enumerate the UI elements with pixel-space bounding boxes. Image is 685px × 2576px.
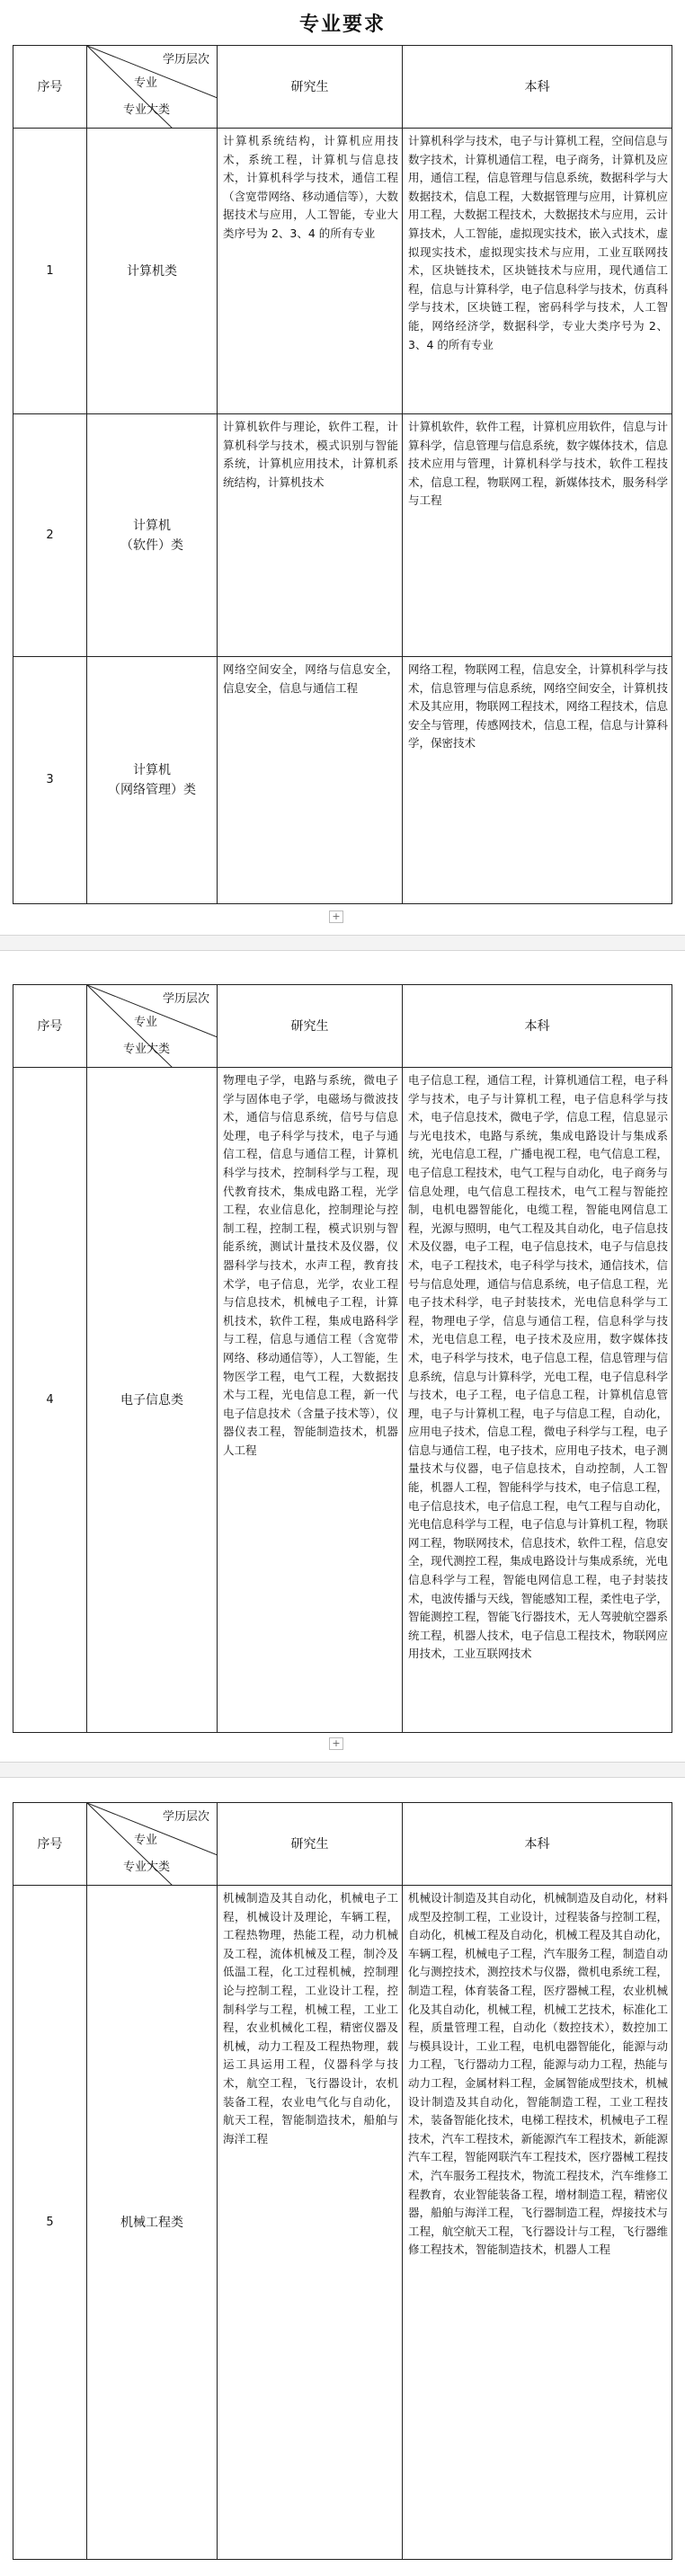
diag-label-degree: 学历层次 bbox=[162, 1810, 209, 1824]
row-graduate: 网络空间安全，网络与信息安全，信息安全，信息与通信工程 bbox=[218, 657, 403, 904]
row-category: 计算机 （软件）类 bbox=[87, 414, 218, 657]
header-no: 序号 bbox=[13, 985, 87, 1068]
header-graduate: 研究生 bbox=[218, 1803, 403, 1886]
table-row bbox=[13, 657, 672, 904]
row-no: 1 bbox=[13, 129, 87, 414]
row-no: 2 bbox=[13, 414, 87, 657]
row-graduate: 物理电子学，电路与系统，微电子学与固体电子学，电磁场与微波技术，通信与信息系统，信号与信息处理，电子科学与技术，电子与通信工程，信息与通信工程，计算机科学与技术，控制科学与工程，现代教育技术，集成电路工程，光学工程，农业信息化，控制理论与控制工程，控制工程，模式识别与智能系统，测试计量技术及仪器，仪器科学与技术，水声工程，教育技术学，电子信息，光学，农业工程与信息技术，机械电子工程，计算机技术，软件工程，集成电路科学与工程，信息与通信工程（含宽带网络、移动通信等），人工智能，生物医学工程，电气工程，大数据技术与工程，光电信息工程，新一代电子信息技术（含量子技术等），仪器仪表工程，智能制造技术，机器人工程 bbox=[218, 1068, 403, 1733]
row-graduate: 机械制造及其自动化，机械电子工程，机械设计及理论，车辆工程，工程热物理，热能工程，动力机械及工程，流体机械及工程，制冷及低温工程，化工过程机械，控制理论与控制工程，工业设计工程，控制科学与工程，机械工程，工业工程，农业机械化工程，精密仪器及机械，动力工程及工程热物理，载运工具运用工程，仪器科学与技术，航空工程，飞行器设计，农机装备工程，农业电气化与自动化，航天工程，智能制造技术，船舶与海洋工程 bbox=[218, 1886, 403, 2560]
diag-label-category: 专业大类 bbox=[123, 1861, 171, 1874]
row-no: 5 bbox=[13, 1886, 87, 2560]
diag-label-category: 专业大类 bbox=[123, 1043, 171, 1056]
row-undergrad: 计算机科学与技术，电子与计算机工程，空间信息与数字技术，计算机通信工程，电子商务，计算机及应用，通信工程，信息管理与信息系统，数据科学与大数据技术，信息工程，大数据管理与应用，计算机应用工程，大数据工程技术，大数据技术与应用，云计算技术，人工智能，虚拟现实技术，嵌入式技术，虚拟现实技术，虚拟现实技术与应用，工业互联网技术，区块链技术，区块链技术与应用，现代通信工程，信息与计算科学，电子信息科学与技术，仿真科学与技术，区块链工程，密码科学与技术，人工智能，网络经济学，数据科学，专业大类序号为 2、3、4 的所有专业 bbox=[403, 129, 672, 414]
requirements-table-page-1 bbox=[13, 45, 672, 904]
diag-label-major: 专业 bbox=[134, 76, 158, 90]
diag-label-degree: 学历层次 bbox=[162, 992, 209, 1006]
add-row-button[interactable]: + bbox=[329, 1737, 343, 1750]
row-no: 4 bbox=[13, 1068, 87, 1733]
header-no: 序号 bbox=[13, 1803, 87, 1886]
requirements-table-page-3 bbox=[13, 1802, 672, 2560]
table-row bbox=[13, 414, 672, 657]
table-row bbox=[13, 1068, 672, 1733]
diag-label-degree: 学历层次 bbox=[162, 53, 209, 67]
row-category: 电子信息类 bbox=[87, 1068, 218, 1733]
add-row-button[interactable]: + bbox=[329, 910, 343, 923]
header-graduate: 研究生 bbox=[218, 46, 403, 129]
diag-label-category: 专业大类 bbox=[123, 103, 171, 117]
page-title: 专业要求 bbox=[298, 13, 386, 36]
diag-label-major: 专业 bbox=[134, 1016, 158, 1029]
header-undergrad: 本科 bbox=[403, 46, 672, 129]
page-separator bbox=[0, 935, 685, 951]
diagonal-header bbox=[87, 985, 218, 1068]
header-undergrad: 本科 bbox=[403, 985, 672, 1068]
row-undergrad: 电子信息工程，通信工程，计算机通信工程，电子科学与技术，电子与计算机工程，电子信息科学与技术，电子信息技术，微电子学，信息工程，信息显示与光电技术，电路与系统，集成电路设计与集成系统，光电信息工程，广播电视工程，电气信息工程，电子信息工程技术，电气工程与自动化，电子商务与信息处理，电气信息工程技术，电气工程与智能控制，电机电器智能化，电缆工程，智能电网信息工程，光源与照明，电气工程及其自动化，电子信息技术及仪器，电子工程，电子信息技术，电子与信息技术，电子工程技术，电子科学与技术，通信技术，信号与信息处理，通信与信息系统，电子信息工程，光电子技术科学，电子封装技术，光电信息科学与工程，物理电子学，信息与通信工程，信息科学与技术，光电信息工程，电子技术及应用，数字媒体技术，电子科学与技术，电子信息工程，信息管理与信息系统，信息与计算科学，光电工程，电子信息科学与技术，电子工程，电子信息工程，计算机信息管理，电子与计算机工程，电子与信息工程，自动化，应用电子技术，信息工程，微电子科学与工程，电子信息与通信工程，电子技术，应用电子技术，电子测量技术与仪器，电子信息技术，自动控制，人工智能，机器人工程，智能科学与技术，电子信息工程，电子信息技术，电子信息工程，电气工程与自动化，光电信息科学与工程，电子信息与计算机工程，物联网工程，物联网技术，信息技术，软件工程，信息安全，现代测控工程，集成电路设计与集成系统，光电信息科学与工程，智能电网信息工程，电子封装技术，电波传播与天线，智能感知工程，柔性电子学，智能测控工程，智能飞行器技术，无人驾驶航空器系统工程，机器人技术，电子信息工程技术，物联网应用技术，工业互联网技术 bbox=[403, 1068, 672, 1733]
row-category: 计算机 （网络管理）类 bbox=[87, 657, 218, 904]
row-graduate: 计算机系统结构，计算机应用技术，系统工程，计算机与信息技术，计算机科学与技术，通信工程（含宽带网络、移动通信等），大数据技术与应用，人工智能，专业大类序号为 2、3、4 的所有专业 bbox=[218, 129, 403, 414]
requirements-table-page-2 bbox=[13, 984, 672, 1733]
header-undergrad: 本科 bbox=[403, 1803, 672, 1886]
table-row bbox=[13, 1886, 672, 2560]
header-graduate: 研究生 bbox=[218, 985, 403, 1068]
page-separator bbox=[0, 1762, 685, 1778]
header-no: 序号 bbox=[13, 46, 87, 129]
row-graduate: 计算机软件与理论，软件工程，计算机科学与技术，模式识别与智能系统，计算机应用技术，计算机系统结构，计算机技术 bbox=[218, 414, 403, 657]
row-category: 机械工程类 bbox=[87, 1886, 218, 2560]
diag-label-major: 专业 bbox=[134, 1834, 158, 1847]
diagonal-header bbox=[87, 46, 218, 129]
row-undergrad: 机械设计制造及其自动化，机械制造及自动化，材料成型及控制工程，工业设计，过程装备与控制工程，自动化，机械工程及自动化，机械工程及其自动化，车辆工程，机械电子工程，汽车服务工程，制造自动化与测控技术，测控技术与仪器，微机电系统工程，制造工程，体育装备工程，医疗器械工程，农业机械化及其自动化，机械工程，机械工艺技术，标准化工程，质量管理工程，自动化（数控技术），数控加工与模具设计，工业工程，电机电器智能化，能源与动力工程，飞行器动力工程，能源与动力工程，热能与动力工程，金属材料工程，金属智能成型技术，机械设计制造及其自动化，智能制造工程，工业工程技术，装备智能化技术，电梯工程技术，机械电子工程技术，汽车工程技术，新能源汽车工程技术，新能源汽车工程，智能网联汽车工程技术，医疗器械工程技术，汽车服务工程技术，物流工程技术，汽车维修工程教育，农业智能装备工程，增材制造工程，精密仪器，船舶与海洋工程，飞行器制造工程，焊接技术与工程，航空航天工程，飞行器设计与工程，飞行器维修工程技术，智能制造技术，机器人工程 bbox=[403, 1886, 672, 2560]
row-category: 计算机类 bbox=[87, 129, 218, 414]
table-row bbox=[13, 129, 672, 414]
row-no: 3 bbox=[13, 657, 87, 904]
diagonal-header bbox=[87, 1803, 218, 1886]
row-undergrad: 计算机软件，软件工程，计算机应用软件，信息与计算科学，信息管理与信息系统，数字媒体技术，信息技术应用与管理，计算机科学与技术，软件工程技术，信息工程，物联网工程，新媒体技术，服务科学与工程 bbox=[403, 414, 672, 657]
row-undergrad: 网络工程，物联网工程，信息安全，计算机科学与技术，信息管理与信息系统，网络空间安全，计算机技术及其应用，物联网工程技术，网络工程技术，信息安全与管理，传感网技术，信息工程，信息与计算科学，保密技术 bbox=[403, 657, 672, 904]
